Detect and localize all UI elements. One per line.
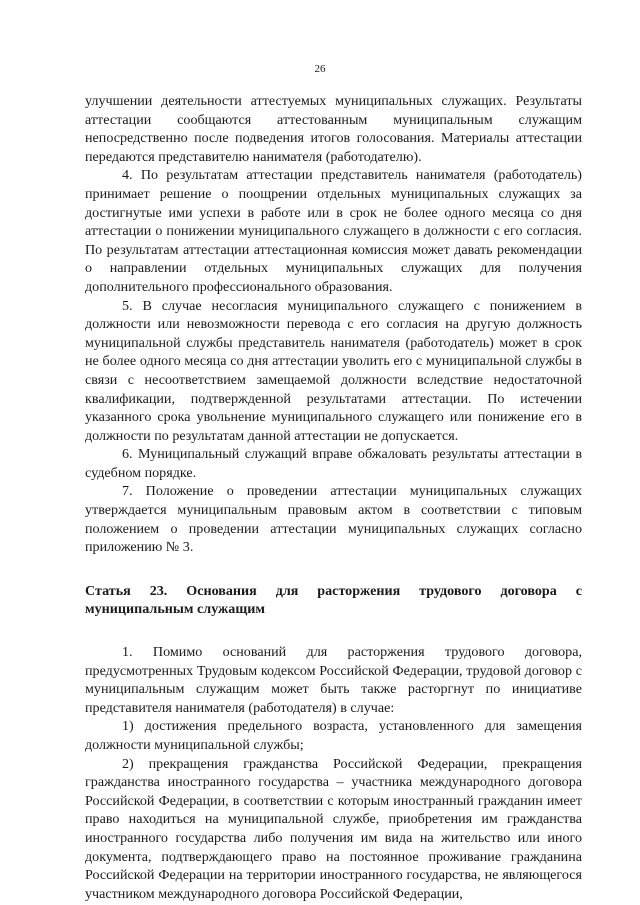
paragraph-5: 5. В случае несогласия муниципального служащего с понижением в должности или невозможности перевода с его согласия на другую должность муниципальной службы представитель нанимателя (работодатель) может в срок не более одного месяца со дня аттестации уволить его с муниципальной службы в связи с несоответствием замещаемой должности вследствие недостаточной квалификации, подтвержденной результатами аттестации. По истечении указанного срока увольнение муниципального служащего или понижение его в должности по результатам данной аттестации не допускается. [85,297,582,444]
article-23-heading: Статья 23. Основания для расторжения трудового договора с муниципальным служащим [85,582,582,618]
paragraph-6: 6. Муниципальный служащий вправе обжаловать результаты аттестации в судебном порядке. [85,446,582,481]
article-23-item-2: 2) прекращения гражданства Российской Федерации, прекращения гражданства иностранного государства – участника международного договора Российской Федерации, в соответствии с которым иностранный гражданин имеет право находиться на муниципальной службе, приобретения им гражданства иностранного государства либо получения им вида на жительство или иного документа, подтверждающего право на постоянное проживание гражданина Российской Федерации на территории иностранного государства, не являющегося участником международного договора Российской Федерации, [85,755,582,902]
article-23-paragraph-1: 1. Помимо оснований для расторжения трудового договора, предусмотренных Трудовым кодексом Российской Федерации, трудовой договор с муниципальным служащим может быть также расторгнут по инициативе представителя нанимателя (работодателя) в случае: [85,644,582,716]
paragraph-continuation: улучшении деятельности аттестуемых муниципальных служащих. Результаты аттестации сообщаются аттестованным муниципальным служащим непосредственно после подведения итогов голосования. Материалы аттестации передаются представителю нанимателя (работодателю). [85,93,582,165]
article-23-item-1: 1) достижения предельного возраста, установленного для замещения должности муниципальной службы; [85,718,582,753]
paragraph-7: 7. Положение о проведении аттестации муниципальных служащих утверждается муниципальным правовым актом в соответствии с типовым положением о проведении аттестации муниципальных служащих согласно приложению № 3. [85,483,582,556]
paragraph-4: 4. По результатам аттестации представитель нанимателя (работодатель) принимает решение о поощрении отдельных муниципальных служащих за достигнутые ими успехи в работе или в срок не более одного месяца со дня аттестации о понижении муниципального служащего в должности с его согласия. По результатам аттестации аттестационная комиссия может давать рекомендации о направлении отдельных муниципальных служащих для получения дополнительного профессионального образования. [85,167,582,295]
document-body [85,92,582,903]
page-number: 26 [314,63,326,75]
